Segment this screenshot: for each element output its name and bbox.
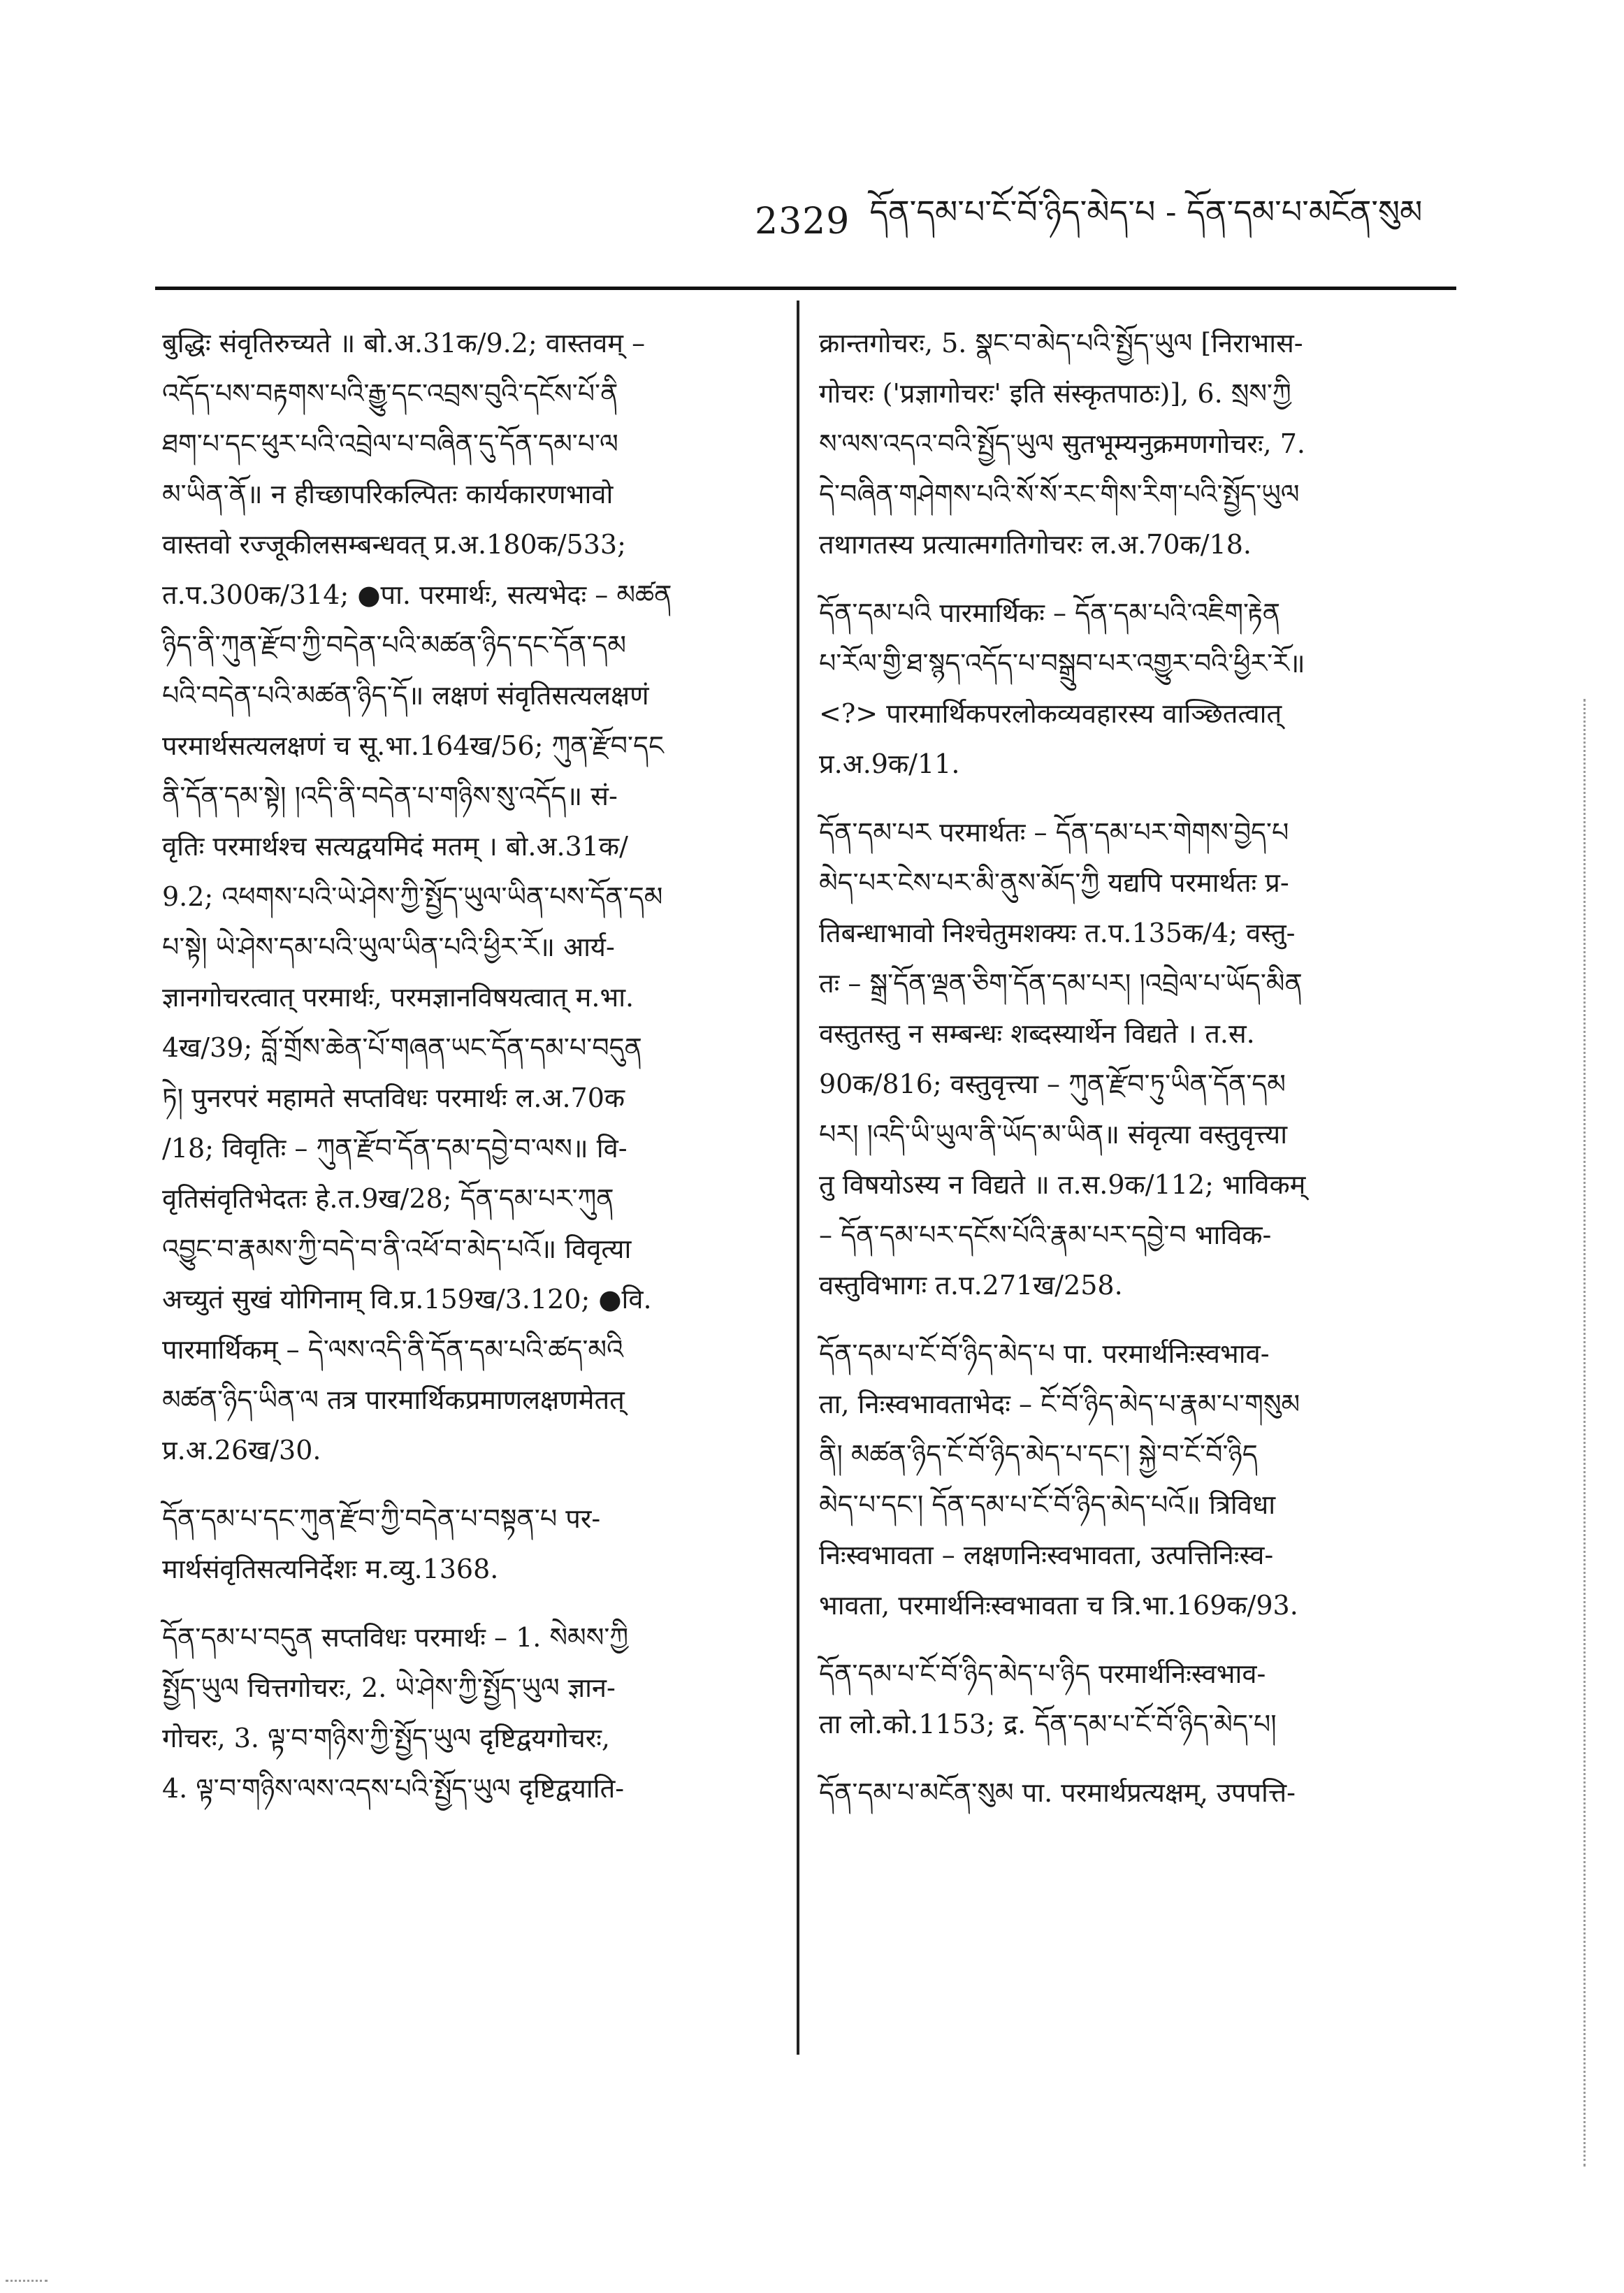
entry-line: མེད་པ་དང་། དོན་དམ་པ་ངོ་བོ་ཉིད་མེད་པའོ॥ त्रिविधा bbox=[819, 1489, 1276, 1520]
dictionary-entry bbox=[819, 1649, 1427, 1749]
column-divider bbox=[797, 301, 799, 2055]
entry-line: निःस्वभावता – लक्षणनिःस्वभावता, उत्पत्तिनिःस्व- bbox=[819, 1540, 1274, 1570]
entry-line: སྤྱོད་ཡུལ चित्तगोचरः, 2. ཡེ་ཤེས་ཀྱི་སྤྱོད་ཡུལ ज्ञान- bbox=[162, 1672, 616, 1703]
dictionary-entry bbox=[819, 1767, 1427, 1818]
header-rule bbox=[155, 287, 1456, 290]
entry-line: མེད་པར་ངེས་པར་མི་ནུས་མོད་ཀྱི यद्यपि परमार्थतः प्र- bbox=[819, 867, 1289, 898]
entry-line: <?> पारमार्थिकपरलोकव्यवहारस्य वाञ्छितत्वात् bbox=[819, 698, 1282, 729]
entry-line: འབྱུང་བ་རྣམས་ཀྱི་བདེ་བ་ནི་འཕོ་བ་མེད་པའོ॥ विवृत्या bbox=[162, 1234, 632, 1264]
entry-line: 4. ལྟ་བ་གཉིས་ལས་འདས་པའི་སྤྱོད་ཡུལ दृष्टिद्वयाति- bbox=[162, 1773, 625, 1804]
entry-line: དོན་དམ་པ་བདུན सप्तविधः परमार्थः – 1. སེམས་ཀྱི bbox=[162, 1622, 629, 1653]
entry-line: དོན་དམ་པའི पारमार्थिकः – དོན་དམ་པའི་འཇིག་རྟེན bbox=[819, 598, 1281, 628]
dictionary-entry bbox=[819, 318, 1427, 570]
entry-line: गोचरः, 3. ལྟ་བ་གཉིས་ཀྱི་སྤྱོད་ཡུལ दृष्टिद्वयगोचरः, bbox=[162, 1723, 611, 1753]
scan-corner-dots bbox=[6, 2280, 48, 2285]
entry-line: मार्थसंवृतिसत्यनिर्देशः म.व्यु.1368. bbox=[162, 1554, 499, 1584]
entry-line: अच्युतं सुखं योगिनाम् वि.प्र.159ख/3.120; ●वि. bbox=[162, 1284, 652, 1315]
entry-line: དོན་དམ་པར परमार्थतः – དོན་དམ་པར་གེགས་བྱེད་པ bbox=[819, 817, 1289, 848]
entry-line: པ་རོལ་གྱི་ཐ་སྙད་འདོད་པ་བསྒྲུབ་པར་འགྱུར་བའི་ཕྱིར་རོ॥ bbox=[819, 648, 1305, 679]
running-head: དོན་དམ་པ་ངོ་བོ་ཉིད་མེད་པ - དོན་དམ་པ་མངོན་སུམ bbox=[869, 192, 1423, 231]
entry-line: 90क/816; वस्तुवृत्त्या – ཀུན་རྫོབ་ཏུ་ཡིན་དོན་དམ bbox=[819, 1069, 1286, 1099]
dictionary-entry bbox=[162, 1493, 770, 1594]
right-column bbox=[819, 318, 1427, 1836]
entry-line: प्र.अ.26ख/30. bbox=[162, 1435, 321, 1466]
entry-line: वस्तुविभागः त.प.271ख/258. bbox=[819, 1270, 1123, 1301]
entry-line: 9.2; འཕགས་པའི་ཡེ་ཤེས་ཀྱི་སྤྱོད་ཡུལ་ཡིན་པས་དོན་དམ bbox=[162, 881, 663, 912]
entry-line: ས་ལས་འདའ་བའི་སྤྱོད་ཡུལ सुतभूम्यनुक्रमणगोचरः, 7. bbox=[819, 428, 1305, 459]
entry-line: परमार्थसत्यलक्षणं च सू.भा.164ख/56; ཀུན་རྫོབ་དང bbox=[162, 730, 664, 761]
entry-line: वृतिसंवृतिभेदतः हे.त.9ख/28; དོན་དམ་པར་ཀུན bbox=[162, 1183, 614, 1214]
entry-line: ནི། མཚན་ཉིད་ངོ་བོ་ཉིད་མེད་པ་དང་། སྐྱེ་བ་ངོ་བོ་ཉིད bbox=[819, 1439, 1258, 1470]
entry-line: त.प.300क/314; ●पा. परमार्थः, सत्यभेदः – མཚན bbox=[162, 579, 672, 610]
dictionary-entry bbox=[162, 1612, 770, 1814]
entry-line: गोचरः ('प्रज्ञागोचरः' इति संस्कृतपाठः)], 6. སྲས་ཀྱི bbox=[819, 378, 1291, 409]
entry-line: པ་སྟེ། ཡེ་ཤེས་དམ་པའི་ཡུལ་ཡིན་པའི་ཕྱིར་རོ॥ आर्य- bbox=[162, 932, 615, 962]
entry-line: ཏེ། पुनरपरं महामते सप्तविधः परमार्थः ल.अ.70क bbox=[162, 1083, 625, 1113]
entry-line: དོན་དམ་པ་དང་ཀུན་རྫོབ་ཀྱི་བདེན་པ་བསྟན་པ पर- bbox=[162, 1503, 601, 1534]
entry-line: वास्तवो रज्जूकीलसम्बन्धवत् प्र.अ.180क/533; bbox=[162, 529, 626, 560]
entry-line: དེ་བཞིན་གཤེགས་པའི་སོ་སོ་རང་གིས་རིག་པའི་སྤྱོད་ཡུལ bbox=[819, 479, 1300, 509]
entry-line: तथागतस्य प्रत्यात्मगतिगोचरः ल.अ.70क/18. bbox=[819, 529, 1252, 560]
scan-edge-mark bbox=[1583, 699, 1587, 2167]
entry-line: མཚན་ཉིད་ཡིན་ལ तत्र पारमार्थिकप्रमाणलक्षणमेतत् bbox=[162, 1384, 625, 1415]
entry-line: पारमार्थिकम् – དེ་ལས་འདི་ནི་དོན་དམ་པའི་ཚད་མའི bbox=[162, 1334, 624, 1365]
entry-line: तः – སྒྲ་དོན་ལྡན་ཅིག་དོན་དམ་པར། །འབྲེལ་པ་ཡོད་མིན bbox=[819, 968, 1303, 999]
entry-line: तिबन्धाभावो निश्चेतुमशक्यः त.प.135क/4; वस्तु- bbox=[819, 918, 1296, 948]
entry-line: वृतिः परमार्थश्च सत्यद्वयमिदं मतम् । बो.अ.31क/ bbox=[162, 831, 628, 862]
entry-line: ཐག་པ་དང་ཕུར་པའི་འབྲེལ་པ་བཞིན་དུ་དོན་དམ་པ་ལ bbox=[162, 428, 618, 459]
entry-line: ནི་དོན་དམ་སྟེ། །འདི་ནི་བདེན་པ་གཉིས་སུ་འདོད॥ सं- bbox=[162, 781, 618, 811]
entry-line: དོན་དམ་པ་ངོ་བོ་ཉིད་མེད་པ་ཉིད परमार्थनिःस्वभाव- bbox=[819, 1658, 1266, 1689]
entry-line: པའི་བདེན་པའི་མཚན་ཉིད་དོ॥ लक्षणं संवृतिसत्यलक्षणं bbox=[162, 680, 649, 711]
dictionary-entry bbox=[819, 1329, 1427, 1630]
entry-line: वस्तुतस्तु न सम्बन्धः शब्दस्यार्थेन विद्यते । त.स. bbox=[819, 1018, 1255, 1049]
entry-line: तु विषयोऽस्य न विद्यते ॥ त.स.9क/112; भाविकम् bbox=[819, 1169, 1306, 1200]
entry-line: འདོད་པས་བརྟགས་པའི་རྒྱུ་དང་འབྲས་བུའི་དངོས་པོ་ནི bbox=[162, 378, 618, 409]
entry-line: དོན་དམ་པ་མངོན་སུམ पा. परमार्थप्रत्यक्षम्, उपपत्ति- bbox=[819, 1777, 1296, 1808]
entry-line: ज्ञानगोचरत्वात् परमार्थः, परमज्ञानविषयत्वात् म.भा. bbox=[162, 982, 635, 1013]
page-number: 2329 bbox=[755, 201, 850, 243]
entry-line: प्र.अ.9क/11. bbox=[819, 748, 960, 779]
entry-line: /18; विवृतिः – ཀུན་རྫོབ་དོན་དམ་དབྱེ་བ་ལས॥ वि- bbox=[162, 1133, 628, 1164]
entry-line: དོན་དམ་པ་ངོ་བོ་ཉིད་མེད་པ पा. परमार्थनिःस्वभाव- bbox=[819, 1338, 1270, 1369]
entry-line: ཉིད་ནི་ཀུན་རྫོབ་ཀྱི་བདེན་པའི་མཚན་ཉིད་དང་དོན་དམ bbox=[162, 630, 627, 660]
left-column bbox=[162, 318, 770, 1832]
entry-line: क्रान्तगोचरः, 5. སྣང་བ་མེད་པའི་སྤྱོད་ཡུལ [निराभास- bbox=[819, 328, 1303, 359]
entry-line: ता, निःस्वभावताभेदः – ངོ་བོ་ཉིད་མེད་པ་རྣམ་པ་གསུམ bbox=[819, 1389, 1300, 1419]
page-header bbox=[755, 190, 1453, 253]
dictionary-entry bbox=[162, 318, 770, 1475]
dictionary-entry bbox=[819, 588, 1427, 789]
entry-line: ता लो.को.1153; द्र. དོན་དམ་པ་ངོ་བོ་ཉིད་མེད་པ། bbox=[819, 1709, 1277, 1739]
entry-line: बुद्धिः संवृतिरुच्यते ॥ बो.अ.31क/9.2; वास्तवम् – bbox=[162, 328, 646, 359]
entry-line: མ་ཡིན་ནོ॥ न हीच्छापरिकल्पितः कार्यकारणभावो bbox=[162, 479, 614, 509]
entry-line: भावता, परमार्थनिःस्वभावता च त्रि.भा.169क/93. bbox=[819, 1590, 1298, 1621]
entry-line: པར། །འདི་ཡི་ཡུལ་ནི་ཡོད་མ་ཡིན॥ संवृत्या वस्तुवृत्त्या bbox=[819, 1119, 1288, 1150]
dictionary-entry bbox=[819, 807, 1427, 1310]
entry-line: 4ख/39; བློ་གྲོས་ཆེན་པོ་གཞན་ཡང་དོན་དམ་པ་བདུན bbox=[162, 1032, 642, 1063]
entry-line: – དོན་དམ་པར་དངོས་པོའི་རྣམ་པར་དབྱེ་བ भाविक- bbox=[819, 1220, 1272, 1250]
